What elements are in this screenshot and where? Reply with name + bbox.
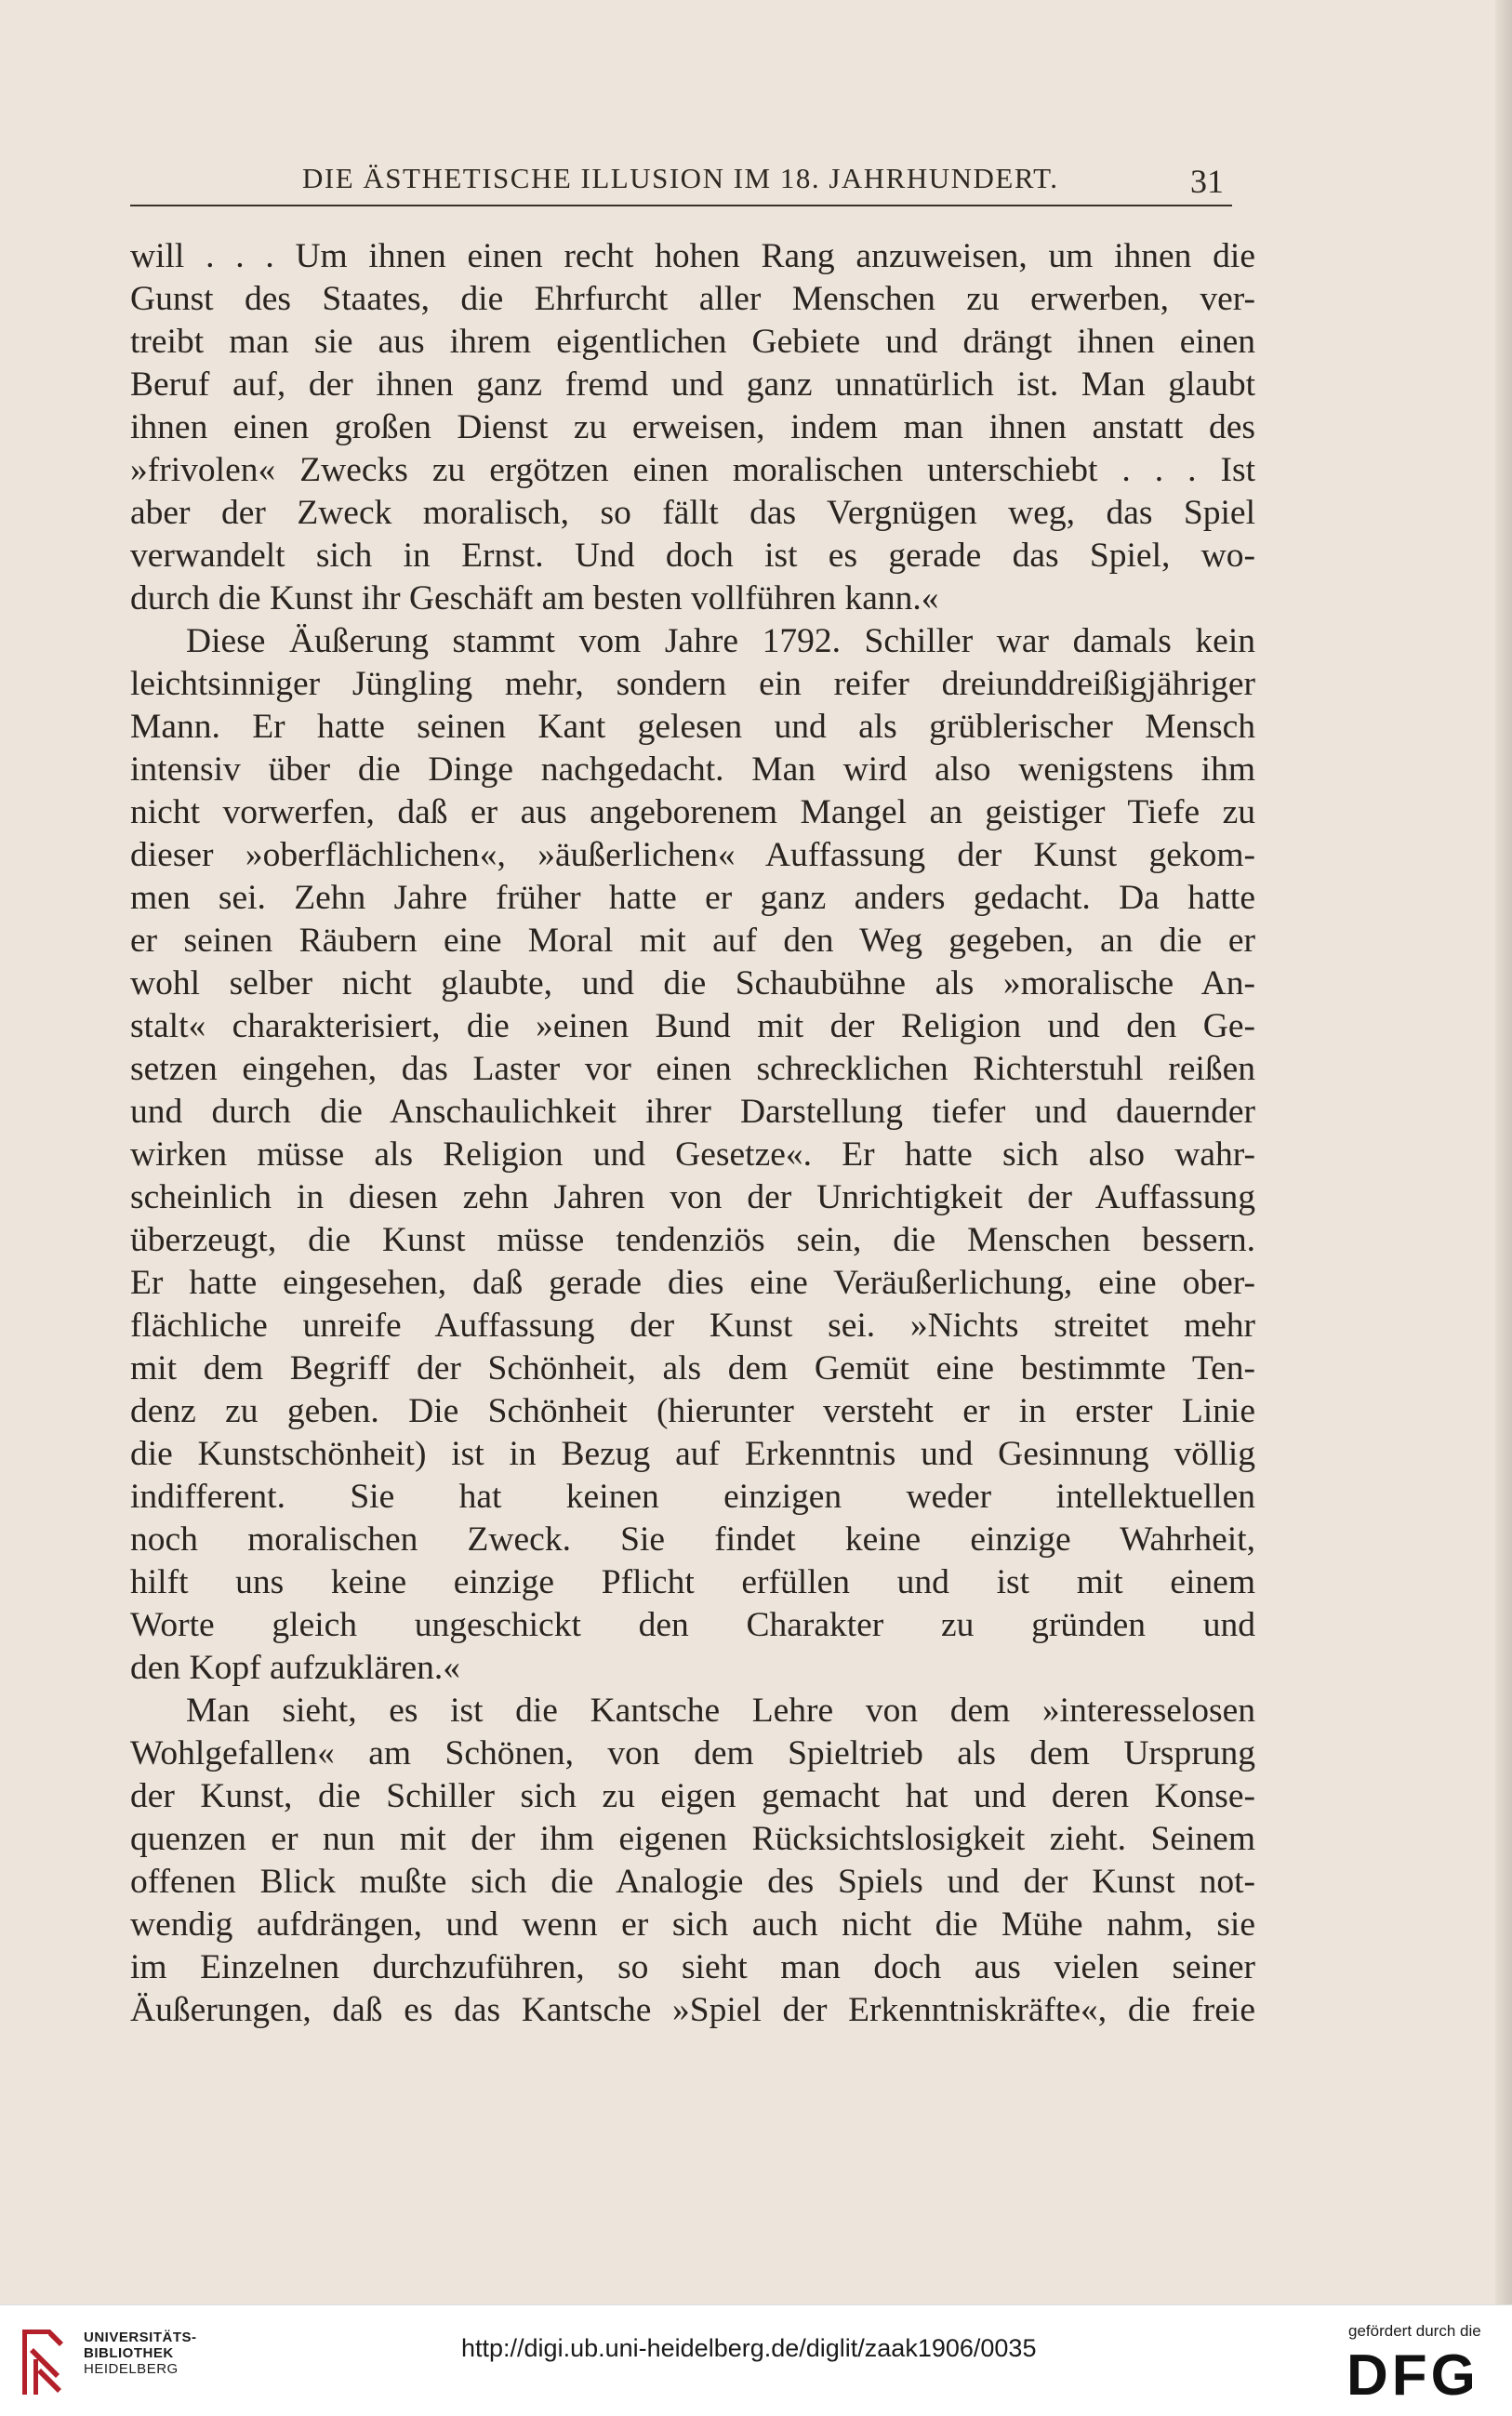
text-line: indifferent. Sie hat keinen einzigen weder intellektuellen <box>130 1478 1255 1516</box>
page-number: 31 <box>1190 163 1224 200</box>
text-line: durch die Kunst ihr Geschäft am besten vollführen kann.« <box>130 579 939 617</box>
text-line: Mann. Er hatte seinen Kant gelesen und als grüblerischer Mensch <box>130 708 1255 746</box>
text-line: wirken müsse als Religion und Gesetze«. Er hatte sich also wahr- <box>130 1135 1255 1174</box>
header-rule <box>130 205 1232 206</box>
text-line: denz zu geben. Die Schönheit (hierunter versteht er in erster Linie <box>130 1392 1255 1430</box>
permalink-url[interactable]: http://digi.ub.uni-heidelberg.de/diglit/zaak1906/0035 <box>461 2334 1037 2362</box>
text-line: scheinlich in diesen zehn Jahren von der Unrichtigkeit der Auffassung <box>130 1178 1255 1216</box>
text-line: hilft uns keine einzige Pflicht erfüllen und ist mit einem <box>130 1563 1255 1601</box>
text-line: Äußerungen, daß es das Kantsche »Spiel der Erkenntniskräfte«, die freie <box>130 1991 1255 2029</box>
text-line: nicht vorwerfen, daß er aus angeborenem Mangel an geistiger Tiefe zu <box>130 793 1255 831</box>
text-line: setzen eingehen, das Laster vor einen schrecklichen Richterstuhl reißen <box>130 1050 1255 1088</box>
text-line: »frivolen« Zwecks zu ergötzen einen moralischen unterschiebt . . . Ist <box>130 451 1255 489</box>
text-line: offenen Blick mußte sich die Analogie des Spiels und der Kunst not- <box>130 1863 1255 1901</box>
text-line: mit dem Begriff der Schönheit, als dem Gemüt eine bestimmte Ten- <box>130 1349 1255 1387</box>
text-line: überzeugt, die Kunst müsse tendenziös sein, die Menschen bessern. <box>130 1221 1255 1259</box>
text-line: die Kunstschönheit) ist in Bezug auf Erkenntnis und Gesinnung völlig <box>130 1435 1255 1473</box>
text-line: noch moralischen Zweck. Sie findet keine einzige Wahrheit, <box>130 1520 1255 1559</box>
text-line: leichtsinniger Jüngling mehr, sondern ein reifer dreiunddreißigjähriger <box>130 665 1255 703</box>
text-line: quenzen er nun mit der ihm eigenen Rücksichtslosigkeit zieht. Seinem <box>130 1820 1255 1858</box>
university-library-logo-icon <box>17 2320 73 2399</box>
text-line: men sei. Zehn Jahre früher hatte er ganz anders gedacht. Da hatte <box>130 879 1255 917</box>
text-line: aber der Zweck moralisch, so fällt das Vergnügen weg, das Spiel <box>130 494 1255 532</box>
library-name-line: HEIDELBERG <box>84 2361 179 2377</box>
page-edge-shadow <box>1495 0 1512 2304</box>
text-line: der Kunst, die Schiller sich zu eigen gemacht hat und deren Konse- <box>130 1777 1255 1815</box>
paragraph-start-line: Diese Äußerung stammt vom Jahre 1792. Schiller war damals kein <box>186 622 1255 660</box>
text-line: im Einzelnen durchzuführen, so sieht man doch aus vielen seiner <box>130 1948 1255 1986</box>
text-line: wohl selber nicht glaubte, und die Schaubühne als »moralische An- <box>130 964 1255 1002</box>
text-line: will . . . Um ihnen einen recht hohen Rang anzuweisen, um ihnen die <box>130 237 1255 275</box>
paragraph-start-line: Man sieht, es ist die Kantsche Lehre von dem »interesselosen <box>186 1692 1255 1730</box>
running-head <box>130 158 1237 205</box>
body-text <box>130 235 1255 2032</box>
text-line: ihnen einen großen Dienst zu erweisen, indem man ihnen anstatt des <box>130 408 1255 446</box>
text-line: den Kopf aufzuklären.« <box>130 1649 461 1687</box>
text-line: Beruf auf, der ihnen ganz fremd und ganz unnatürlich ist. Man glaubt <box>130 365 1255 404</box>
text-line: wendig aufdrängen, und wenn er sich auch nicht die Mühe nahm, sie <box>130 1905 1255 1944</box>
text-line: verwandelt sich in Ernst. Und doch ist es gerade das Spiel, wo- <box>130 537 1255 575</box>
funding-caption: gefördert durch die <box>1348 2322 1481 2340</box>
text-line: treibt man sie aus ihrem eigentlichen Gebiete und drängt ihnen einen <box>130 323 1255 361</box>
text-line: Er hatte eingesehen, daß gerade dies eine Veräußerlichung, eine ober- <box>130 1264 1255 1302</box>
text-line: intensiv über die Dinge nachgedacht. Man wird also wenigstens ihm <box>130 750 1255 789</box>
text-line: Gunst des Staates, die Ehrfurcht aller Menschen zu erwerben, ver- <box>130 280 1255 318</box>
library-name-line: BIBLIOTHEK <box>84 2345 174 2361</box>
running-title: DIE ÄSTHETISCHE ILLUSION IM 18. JAHRHUNDERT. <box>302 162 1059 194</box>
text-line: dieser »oberflächlichen«, »äußerlichen« Auffassung der Kunst gekom- <box>130 836 1255 874</box>
library-name-line: UNIVERSITÄTS- <box>84 2330 197 2345</box>
text-line: Wohlgefallen« am Schönen, von dem Spieltrieb als dem Ursprung <box>130 1734 1255 1772</box>
text-line: flächliche unreife Auffassung der Kunst sei. »Nichts streitet mehr <box>130 1307 1255 1345</box>
text-line: stalt« charakterisiert, die »einen Bund mit der Religion und den Ge- <box>130 1007 1255 1045</box>
library-name <box>84 2330 197 2377</box>
text-line: und durch die Anschaulichkeit ihrer Darstellung tiefer und dauernder <box>130 1093 1255 1131</box>
text-line: Worte gleich ungeschickt den Charakter zu gründen und <box>130 1606 1255 1644</box>
text-line: er seinen Räubern eine Moral mit auf den Weg gegeben, an die er <box>130 922 1255 960</box>
dfg-logo: DFG <box>1346 2343 1479 2408</box>
